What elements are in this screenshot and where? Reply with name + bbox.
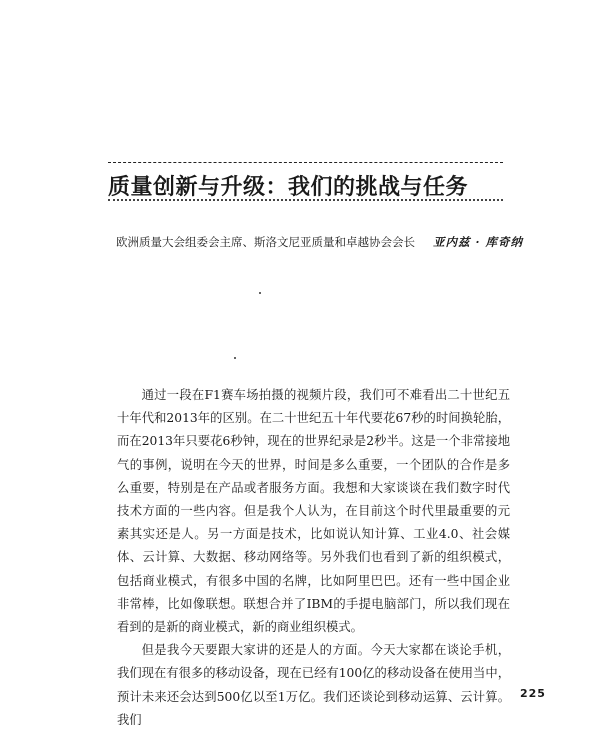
- title-underline-rule: [108, 199, 503, 201]
- byline-role: 欧洲质量大会组委会主席、斯洛文尼亚质量和卓越协会会长: [116, 235, 415, 249]
- scan-speck: [234, 357, 236, 359]
- scan-speck: [259, 292, 261, 294]
- article-title: 质量创新与升级：我们的挑战与任务: [108, 175, 469, 200]
- article-body: [117, 384, 510, 732]
- byline: [116, 234, 523, 250]
- byline-author: 亚内兹 · 库奇纳: [433, 235, 524, 249]
- body-paragraph: 但是我今天要跟大家讲的还是人的方面。今天大家都在谈论手机，我们现在有很多的移动设备，现在已经有100亿的移动设备在使用当中，预计未来还会达到500亿以至1万亿。我们还谈论到移动运算、云计算。我们: [117, 643, 510, 727]
- page-number: 225: [520, 687, 546, 700]
- body-paragraph: 通过一段在F1赛车场拍摄的视频片段，我们可不难看出二十世纪五十年代和2013年的区别。在二十世纪五十年代要花67秒的时间换轮胎，而在2013年只要花6秒钟，现在的世界纪录是2秒半。这是一个非常接地气的事例，说明在今天的世界，时间是多么重要，一个团队的合作是多么重要，特别是在产品或者服务方面。我想和大家谈谈在我们数字时代技术方面的一些内容。但是我个人认为，在目前这个时代里最重要的元素其实还是人。另一方面是技术，比如说认知计算、工业4.0、社会媒体、云计算、大数据、移动网络等。另外我们也看到了新的组织模式，包括商业模式，有很多中国的名牌，比如阿里巴巴。还有一些中国企业非常棒，比如像联想。联想合并了IBM的手提电脑部门，所以我们现在看到的是新的商业模式，新的商业组织模式。: [117, 388, 510, 635]
- header-rule: [108, 162, 503, 163]
